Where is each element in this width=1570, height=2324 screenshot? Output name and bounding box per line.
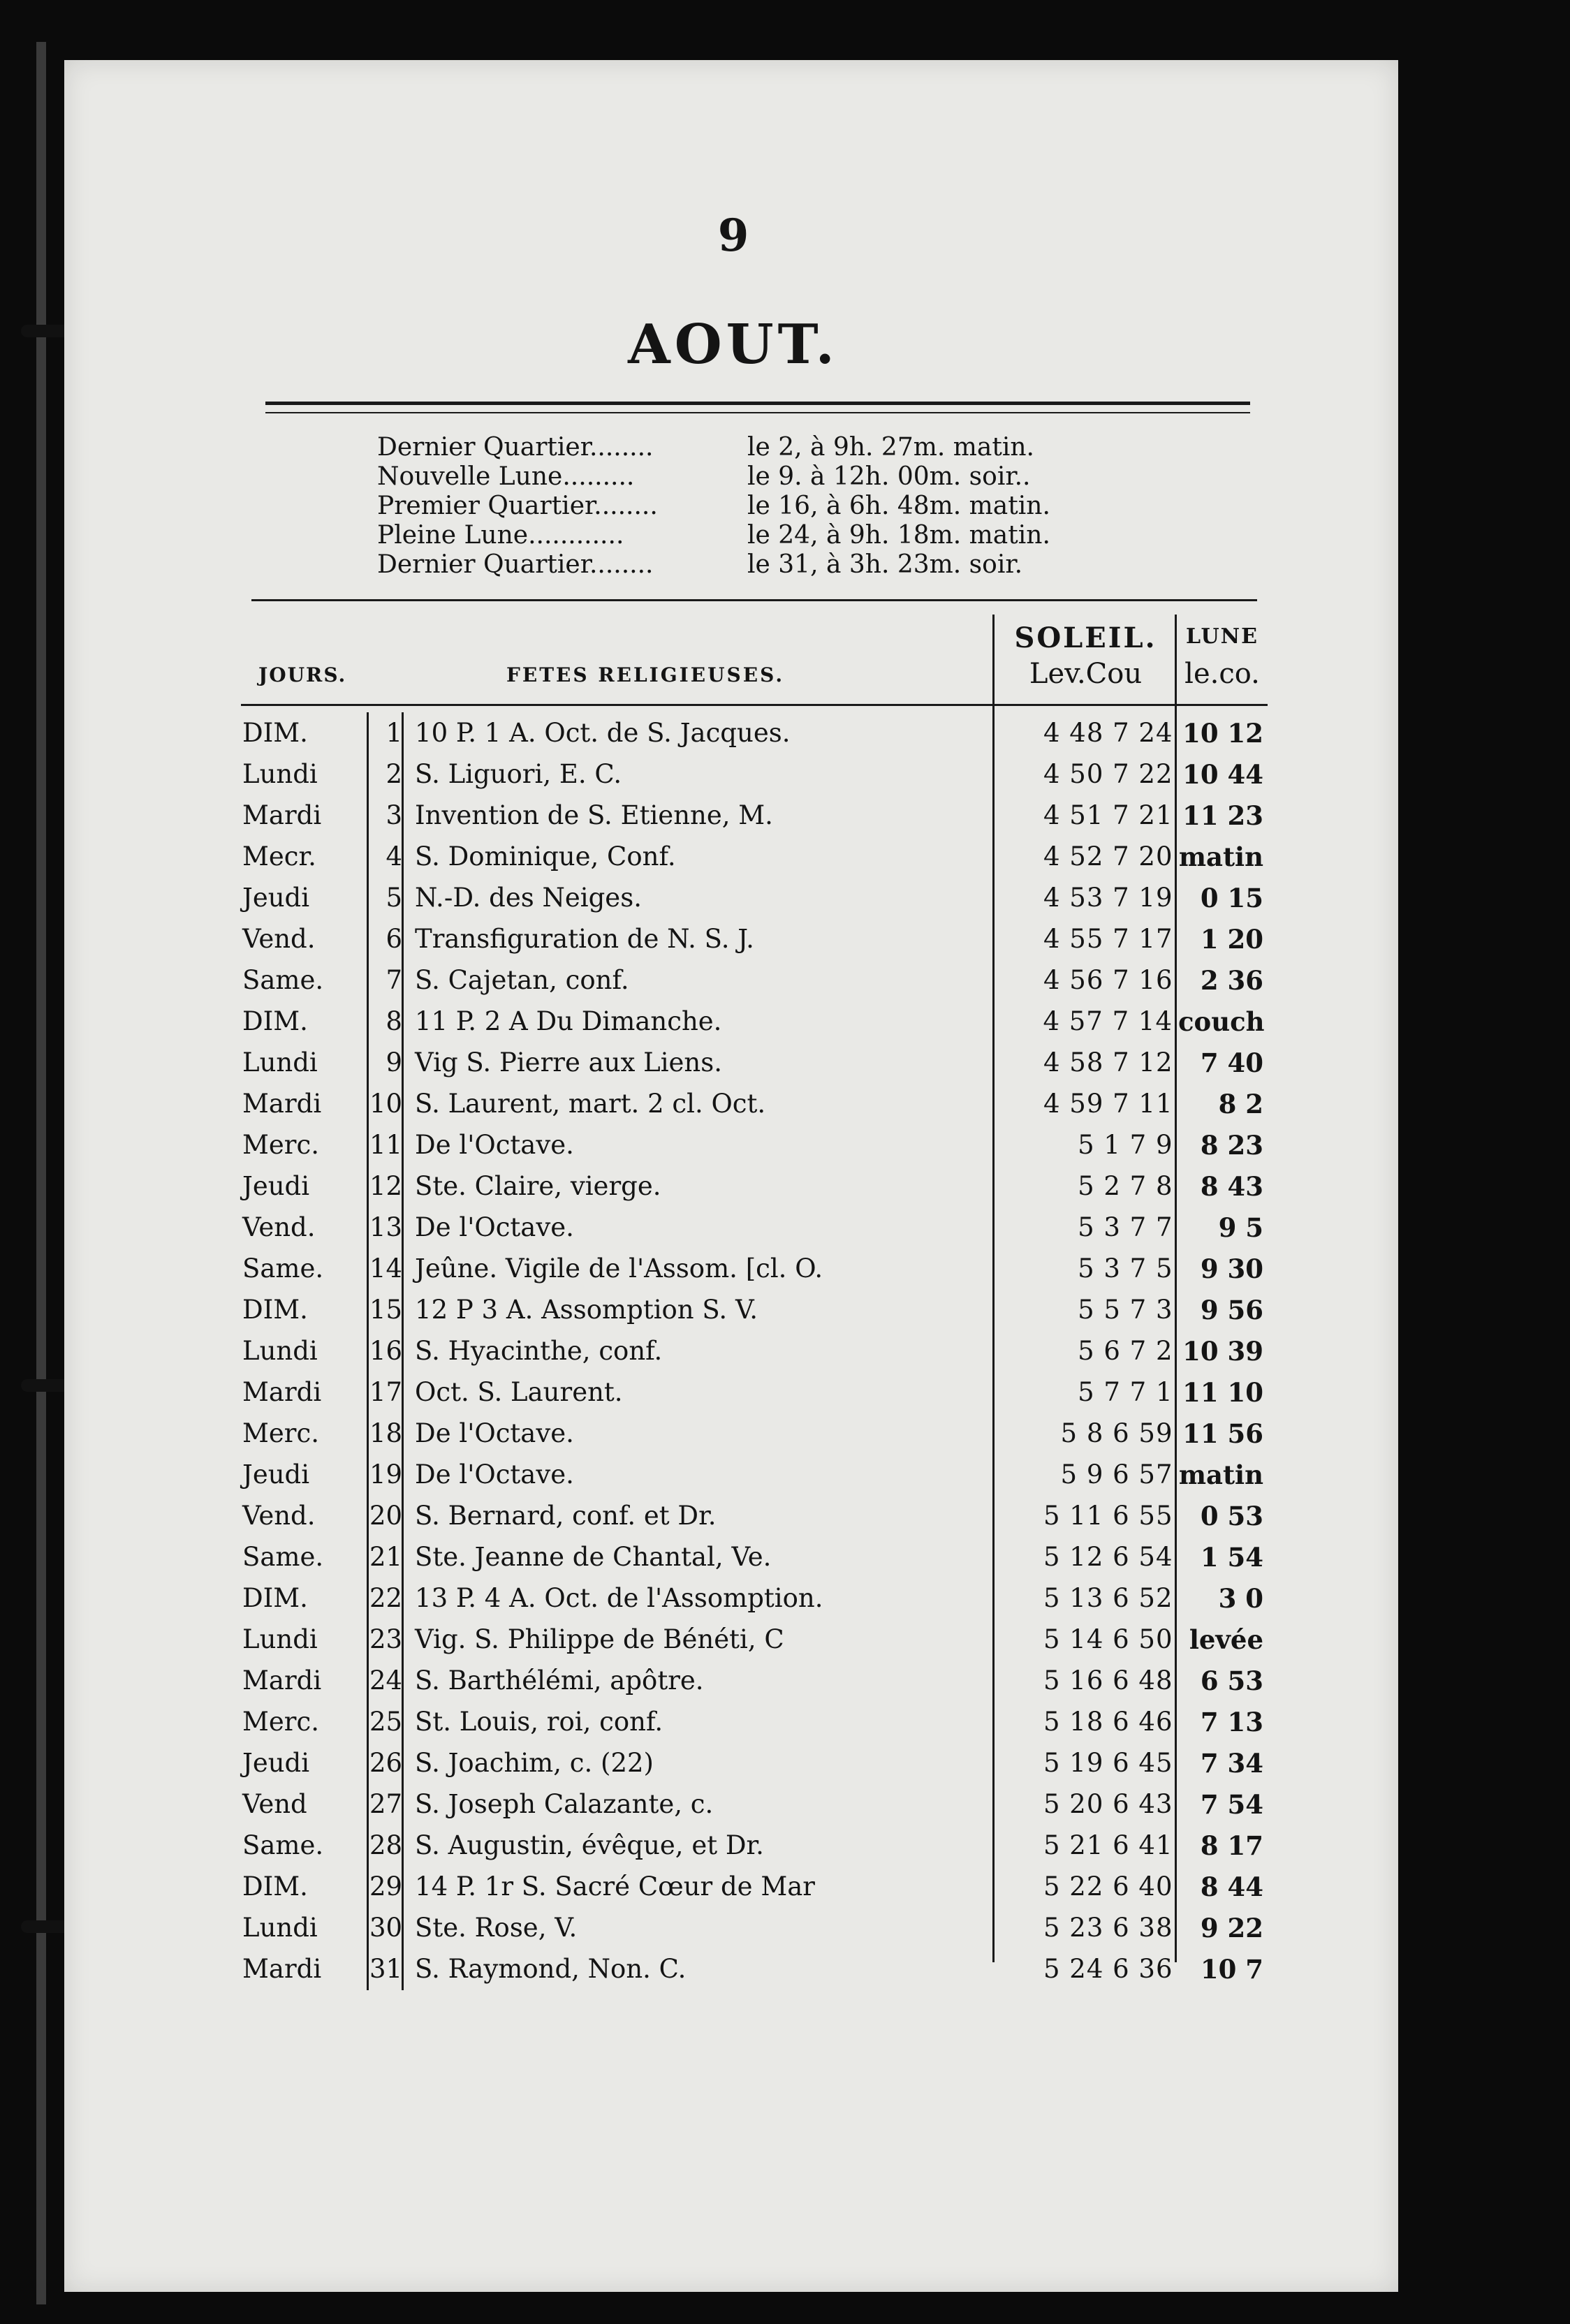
- feast-text: N.-D. des Neiges.: [415, 883, 642, 913]
- table-row: [241, 959, 1268, 1001]
- day-name: Mardi: [242, 1089, 322, 1119]
- header-underline: [241, 704, 1268, 706]
- feast-text: Oct. S. Laurent.: [415, 1377, 623, 1407]
- day-name: Merc.: [242, 1707, 319, 1737]
- sun-times: 5 24 6 36: [1043, 1954, 1173, 1984]
- day-name: Same.: [242, 965, 324, 995]
- sun-times: 5 3 7 7: [1078, 1212, 1173, 1242]
- table-row: [241, 836, 1268, 877]
- moon-times: 7 13: [1200, 1706, 1264, 1737]
- table-row: [241, 1330, 1268, 1371]
- table-row: [241, 1577, 1268, 1619]
- moon-times: couch: [1178, 1006, 1265, 1037]
- moon-times: 8 2: [1218, 1088, 1264, 1119]
- day-number: 26: [369, 1748, 403, 1778]
- moon-times: 2 36: [1200, 964, 1264, 996]
- day-name: Same.: [242, 1830, 324, 1860]
- table-row: [241, 1866, 1268, 1907]
- day-number: 11: [369, 1130, 403, 1160]
- title-rule-thin: [265, 412, 1250, 413]
- feast-text: De l'Octave.: [415, 1418, 574, 1448]
- feast-text: De l'Octave.: [415, 1459, 574, 1490]
- sun-times: 4 56 7 16: [1043, 965, 1173, 995]
- day-name: Mecr.: [242, 841, 316, 872]
- phase-row: [377, 550, 1180, 580]
- feast-text: 14 P. 1r S. Sacré Cœur de Mar: [415, 1871, 815, 1902]
- sun-times: 4 50 7 22: [1043, 759, 1173, 789]
- moon-times: 8 17: [1200, 1830, 1264, 1861]
- sun-times: 5 1 7 9: [1078, 1130, 1173, 1160]
- table-row: [241, 1042, 1268, 1083]
- day-number: 3: [386, 800, 403, 830]
- moon-times: 8 43: [1200, 1170, 1264, 1202]
- table-row: [241, 1701, 1268, 1742]
- sun-times: 5 13 6 52: [1043, 1583, 1173, 1613]
- table-row: [241, 1454, 1268, 1495]
- sun-times: 5 9 6 57: [1060, 1459, 1173, 1490]
- table-row: [241, 712, 1268, 753]
- table-header: [241, 615, 1268, 712]
- phase-time: le 16, à 6h. 48m. matin.: [747, 492, 1050, 520]
- table-row: [241, 877, 1268, 918]
- day-number: 28: [369, 1830, 403, 1860]
- header-jours: JOURS.: [258, 663, 347, 686]
- day-number: 31: [369, 1954, 403, 1984]
- moon-times: matin: [1178, 841, 1264, 872]
- sun-times: 5 7 7 1: [1078, 1377, 1173, 1407]
- moon-times: 3 0: [1218, 1582, 1264, 1614]
- feast-text: S. Augustin, évêque, et Dr.: [415, 1830, 764, 1860]
- day-name: DIM.: [242, 1583, 308, 1613]
- phase-row: [377, 433, 1180, 462]
- header-fetes: FETES RELIGIEUSES.: [506, 663, 785, 686]
- day-number: 12: [369, 1171, 403, 1201]
- moon-times: 9 22: [1200, 1912, 1264, 1943]
- feast-text: 11 P. 2 A Du Dimanche.: [414, 1006, 722, 1036]
- column-divider: [367, 712, 369, 1990]
- feast-text: S. Liguori, E. C.: [415, 759, 622, 789]
- header-lune: LUNE: [1186, 624, 1259, 649]
- sun-times: 4 48 7 24: [1043, 718, 1173, 748]
- day-name: Mardi: [242, 1665, 322, 1696]
- day-number: 15: [369, 1295, 403, 1325]
- sun-times: 5 21 6 41: [1043, 1830, 1173, 1860]
- moon-times: 7 34: [1200, 1747, 1264, 1779]
- day-number: 27: [369, 1789, 403, 1819]
- day-number: 16: [369, 1336, 403, 1366]
- day-number: 1: [386, 718, 403, 748]
- day-name: Vend: [242, 1789, 307, 1819]
- day-name: Jeudi: [242, 1459, 310, 1490]
- moon-times: 9 5: [1218, 1212, 1264, 1243]
- sun-times: 5 8 6 59: [1060, 1418, 1173, 1448]
- feast-text: Vig. S. Philippe de Bénéti, C: [415, 1624, 784, 1654]
- day-number: 10: [369, 1089, 403, 1119]
- moon-times: 0 53: [1200, 1500, 1264, 1531]
- day-number: 24: [369, 1665, 403, 1696]
- moon-times: 11 10: [1182, 1376, 1264, 1408]
- day-number: 21: [369, 1542, 403, 1572]
- day-name: Same.: [242, 1542, 324, 1572]
- day-name: Jeudi: [242, 1748, 310, 1778]
- phase-name: Pleine Lune............: [377, 521, 624, 550]
- sun-times: 4 55 7 17: [1043, 924, 1173, 954]
- day-number: 25: [369, 1707, 403, 1737]
- day-name: Vend.: [242, 924, 316, 954]
- table-row: [241, 1660, 1268, 1701]
- phase-name: Dernier Quartier........: [377, 550, 654, 579]
- table-row: [241, 1248, 1268, 1289]
- moon-times: matin: [1178, 1459, 1264, 1490]
- phase-time: le 2, à 9h. 27m. matin.: [747, 433, 1034, 462]
- moon-times: levée: [1189, 1624, 1264, 1655]
- day-name: DIM.: [242, 718, 308, 748]
- sun-times: 5 12 6 54: [1043, 1542, 1173, 1572]
- feast-text: 10 P. 1 A. Oct. de S. Jacques.: [415, 718, 791, 748]
- feast-text: Ste. Rose, V.: [415, 1913, 578, 1943]
- sun-times: 5 19 6 45: [1043, 1748, 1173, 1778]
- column-divider: [992, 615, 995, 1962]
- sun-times: 5 3 7 5: [1078, 1253, 1173, 1284]
- phase-name: Dernier Quartier........: [377, 433, 654, 462]
- page-number: 9: [717, 209, 749, 262]
- table-row: [241, 1495, 1268, 1536]
- day-number: 19: [369, 1459, 403, 1490]
- sun-times: 4 51 7 21: [1043, 800, 1173, 830]
- moon-times: 9 56: [1200, 1294, 1264, 1325]
- feast-text: S. Joachim, c. (22): [415, 1748, 654, 1778]
- day-number: 29: [369, 1871, 403, 1902]
- day-number: 18: [369, 1418, 403, 1448]
- sun-times: 5 18 6 46: [1043, 1707, 1173, 1737]
- phase-name: Nouvelle Lune.........: [377, 462, 635, 491]
- feast-text: S. Bernard, conf. et Dr.: [415, 1501, 717, 1531]
- table-row: [241, 1289, 1268, 1330]
- moon-times: 10 44: [1182, 758, 1264, 790]
- header-soleil-sub: Lev.Cou: [1029, 658, 1143, 690]
- day-number: 7: [386, 965, 403, 995]
- header-soleil: SOLEIL.: [1014, 622, 1157, 654]
- table-row: [241, 795, 1268, 836]
- phase-time: le 31, à 3h. 23m. soir.: [747, 550, 1023, 579]
- day-name: Mardi: [242, 1377, 322, 1407]
- table-row: [241, 1784, 1268, 1825]
- moon-times: 11 23: [1182, 800, 1264, 831]
- day-number: 2: [386, 759, 403, 789]
- phase-time: le 24, à 9h. 18m. matin.: [747, 521, 1050, 550]
- day-number: 13: [369, 1212, 403, 1242]
- day-name: Lundi: [242, 1624, 318, 1654]
- sun-times: 4 59 7 11: [1043, 1089, 1173, 1119]
- day-name: Lundi: [242, 1336, 318, 1366]
- feast-text: 12 P 3 A. Assomption S. V.: [415, 1295, 758, 1325]
- day-number: 5: [386, 883, 403, 913]
- moon-times: 11 56: [1182, 1418, 1264, 1449]
- table-row: [241, 1907, 1268, 1948]
- table-row: [241, 1165, 1268, 1207]
- feast-text: Vig S. Pierre aux Liens.: [415, 1047, 722, 1078]
- header-rule: [251, 599, 1257, 601]
- feast-text: S. Barthélémi, apôtre.: [415, 1665, 704, 1696]
- calendar-table: [241, 615, 1268, 1990]
- book-spine: [36, 42, 46, 2304]
- feast-text: S. Cajetan, conf.: [415, 965, 629, 995]
- feast-text: Jeûne. Vigile de l'Assom. [cl. O.: [415, 1253, 823, 1284]
- sun-times: 4 53 7 19: [1043, 883, 1173, 913]
- day-number: 6: [386, 924, 403, 954]
- moon-phases: [377, 433, 1180, 580]
- day-number: 23: [369, 1624, 403, 1654]
- table-row: [241, 1001, 1268, 1042]
- day-name: Lundi: [242, 1913, 318, 1943]
- table-row: [241, 1413, 1268, 1454]
- day-number: 8: [386, 1006, 402, 1036]
- day-name: Merc.: [242, 1130, 319, 1160]
- feast-text: De l'Octave.: [415, 1212, 574, 1242]
- header-lune-sub: le.co.: [1184, 658, 1260, 690]
- sun-times: 4 58 7 12: [1043, 1047, 1173, 1078]
- phase-time: le 9. à 12h. 00m. soir..: [747, 462, 1031, 491]
- feast-text: St. Louis, roi, conf.: [415, 1707, 663, 1737]
- day-name: Jeudi: [242, 1171, 310, 1201]
- table-row: [241, 1536, 1268, 1577]
- sun-times: 5 23 6 38: [1043, 1913, 1173, 1943]
- day-number: 4: [386, 841, 403, 872]
- phase-row: [377, 521, 1180, 550]
- phase-row: [377, 492, 1180, 521]
- day-name: Jeudi: [242, 883, 310, 913]
- moon-times: 8 23: [1200, 1129, 1264, 1161]
- day-name: Vend.: [242, 1501, 316, 1531]
- feast-text: Transfiguration de N. S. J.: [415, 924, 754, 954]
- sun-times: 5 16 6 48: [1043, 1665, 1173, 1696]
- day-name: DIM.: [242, 1871, 308, 1902]
- day-name: Vend.: [242, 1212, 316, 1242]
- sun-times: 5 11 6 55: [1043, 1501, 1173, 1531]
- feast-text: S. Joseph Calazante, c.: [415, 1789, 714, 1819]
- table-row: [241, 1948, 1268, 1990]
- sun-times: 5 2 7 8: [1078, 1171, 1173, 1201]
- moon-times: 6 53: [1200, 1665, 1264, 1696]
- moon-times: 10 39: [1182, 1335, 1264, 1367]
- moon-times: 7 40: [1200, 1047, 1264, 1078]
- day-name: DIM.: [242, 1006, 308, 1036]
- day-number: 17: [369, 1377, 403, 1407]
- feast-text: 13 P. 4 A. Oct. de l'Assomption.: [415, 1583, 823, 1613]
- sun-times: 5 14 6 50: [1043, 1624, 1173, 1654]
- table-row: [241, 753, 1268, 795]
- column-divider: [402, 712, 404, 1990]
- feast-text: Ste. Claire, vierge.: [415, 1171, 661, 1201]
- sun-times: 5 5 7 3: [1078, 1295, 1173, 1325]
- sun-times: 4 52 7 20: [1043, 841, 1173, 872]
- feast-text: Ste. Jeanne de Chantal, Ve.: [415, 1542, 772, 1572]
- table-body: [241, 712, 1268, 1990]
- table-row: [241, 1371, 1268, 1413]
- feast-text: S. Laurent, mart. 2 cl. Oct.: [415, 1089, 766, 1119]
- feast-text: De l'Octave.: [415, 1130, 574, 1160]
- day-number: 9: [386, 1047, 403, 1078]
- moon-times: 9 30: [1200, 1253, 1264, 1284]
- feast-text: Invention de S. Etienne, M.: [415, 800, 773, 830]
- moon-times: 1 54: [1200, 1541, 1264, 1573]
- moon-times: 0 15: [1200, 882, 1264, 913]
- day-number: 30: [369, 1913, 403, 1943]
- day-name: Same.: [242, 1253, 324, 1284]
- feast-text: S. Raymond, Non. C.: [415, 1954, 687, 1984]
- table-row: [241, 918, 1268, 959]
- day-name: DIM.: [242, 1295, 308, 1325]
- table-row: [241, 1207, 1268, 1248]
- day-name: Merc.: [242, 1418, 319, 1448]
- sun-times: 5 6 7 2: [1078, 1336, 1173, 1366]
- moon-times: 10 7: [1200, 1953, 1264, 1985]
- table-row: [241, 1742, 1268, 1784]
- column-divider: [1175, 615, 1177, 1962]
- phase-name: Premier Quartier........: [377, 492, 658, 520]
- day-number: 22: [369, 1583, 403, 1613]
- day-name: Lundi: [242, 1047, 318, 1078]
- table-row: [241, 1619, 1268, 1660]
- table-row: [241, 1825, 1268, 1866]
- moon-times: 10 12: [1182, 717, 1264, 749]
- day-number: 14: [369, 1253, 403, 1284]
- moon-times: 1 20: [1200, 923, 1264, 955]
- day-number: 20: [369, 1501, 403, 1531]
- sun-times: 5 22 6 40: [1043, 1871, 1173, 1902]
- phase-row: [377, 462, 1180, 492]
- day-name: Mardi: [242, 1954, 322, 1984]
- moon-times: 8 44: [1200, 1871, 1264, 1902]
- title-rule: [265, 402, 1250, 405]
- feast-text: S. Dominique, Conf.: [415, 841, 676, 872]
- table-row: [241, 1124, 1268, 1165]
- day-name: Lundi: [242, 759, 318, 789]
- feast-text: S. Hyacinthe, conf.: [415, 1336, 663, 1366]
- sun-times: 5 20 6 43: [1043, 1789, 1173, 1819]
- day-name: Mardi: [242, 800, 322, 830]
- month-title: AOUT.: [628, 313, 839, 376]
- moon-times: 7 54: [1200, 1788, 1264, 1820]
- sun-times: 4 57 7 14: [1043, 1006, 1173, 1036]
- table-row: [241, 1083, 1268, 1124]
